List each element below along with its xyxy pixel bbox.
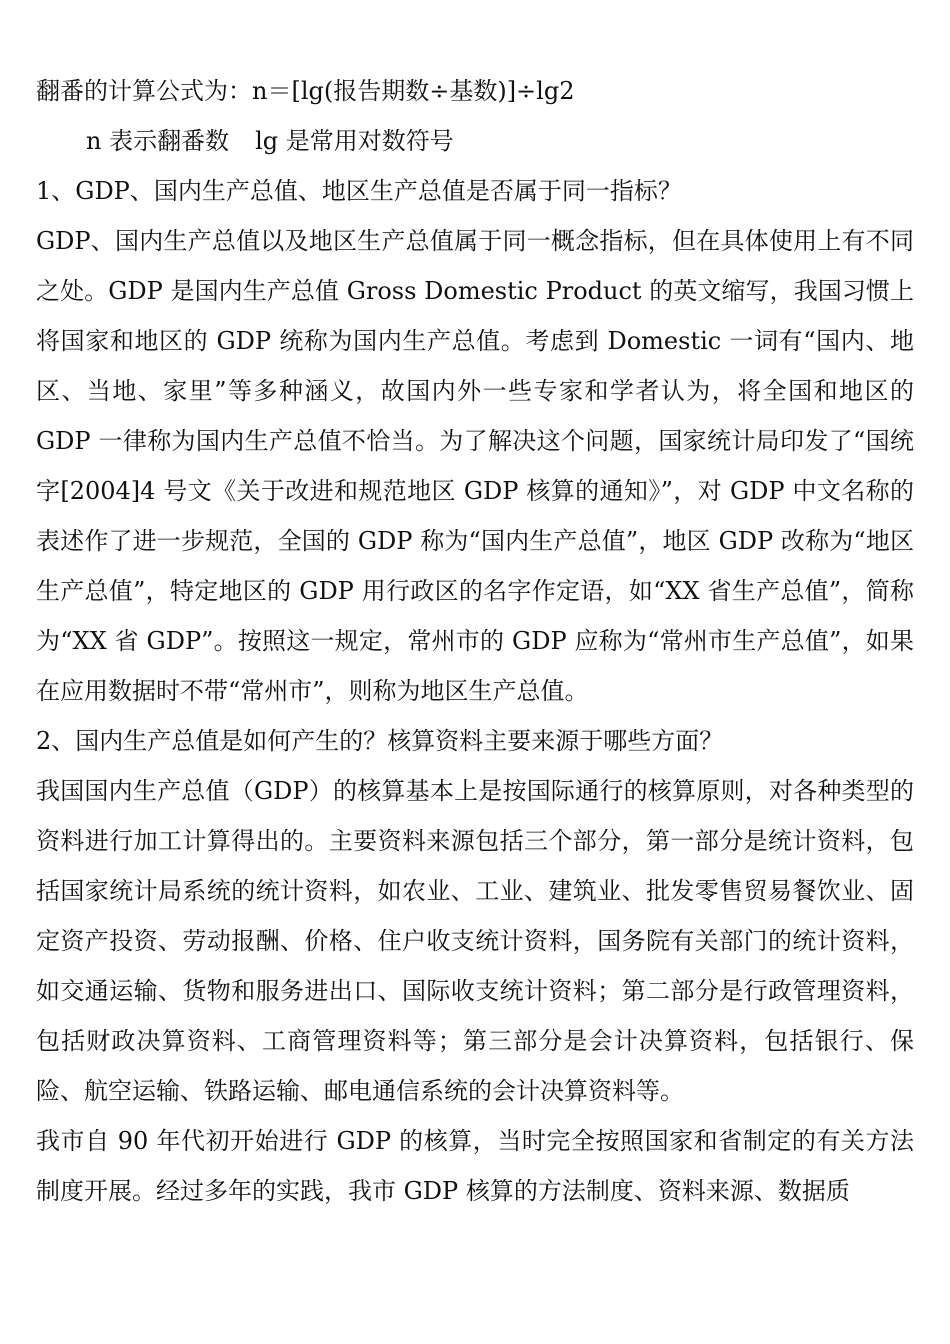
formula-note — [36, 116, 914, 166]
question-1-answer: GDP、国内生产总值以及地区生产总值属于同一概念指标，但在具体使用上有不同之处。GDP 是国内生产总值 Gross Domestic Product 的英文缩写，我国习惯上将国家和地区的 GDP 统称为国内生产总值。考虑到 Domestic 一词有“国内、地区、当地、家里”等多种涵义，故国内外一些专家和学者认为，将全国和地区的 GDP 一律称为国内生产总值不恰当。为了解决这个问题，国家统计局印发了“国统字[2004]4 号文《关于改进和规范地区 GDP 核算的通知》”，对 GDP 中文名称的表述作了进一步规范，全国的 GDP 称为“国内生产总值”，地区 GDP 改称为“地区生产总值”，特定地区的 GDP 用行政区的名字作定语，如“XX 省生产总值”，简称为“XX 省 GDP”。按照这一规定，常州市的 GDP 应称为“常州市生产总值”，如果在应用数据时不带“常州市”，则称为地区生产总值。 — [36, 227, 914, 705]
formula-note-n: n 表示翻番数 — [86, 127, 230, 155]
formula-note-lg: lg 是常用对数符号 — [255, 127, 454, 155]
question-2-answer-continued: 我市自 90 年代初开始进行 GDP 的核算，当时完全按照国家和省制定的有关方法制度开展。经过多年的实践，我市 GDP 核算的方法制度、资料来源、数据质 — [36, 1127, 914, 1205]
document-body — [36, 66, 914, 1216]
formula-line: 翻番的计算公式为：n＝[lg(报告期数÷基数)]÷lg2 — [36, 77, 575, 105]
question-2-heading: 2、国内生产总值是如何产生的？核算资料主要来源于哪些方面？ — [36, 727, 724, 755]
question-2-answer: 我国国内生产总值（GDP）的核算基本上是按国际通行的核算原则，对各种类型的资料进行加工计算得出的。主要资料来源包括三个部分，第一部分是统计资料，包括国家统计局系统的统计资料，如农业、工业、建筑业、批发零售贸易餐饮业、固定资产投资、劳动报酬、价格、住户收支统计资料，国务院有关部门的统计资料，如交通运输、货物和服务进出口、国际收支统计资料；第二部分是行政管理资料，包括财政决算资料、工商管理资料等；第三部分是会计决算资料，包括银行、保险、航空运输、铁路运输、邮电通信系统的会计决算资料等。 — [36, 777, 914, 1105]
question-1-heading: 1、GDP、国内生产总值、地区生产总值是否属于同一指标？ — [36, 177, 682, 205]
